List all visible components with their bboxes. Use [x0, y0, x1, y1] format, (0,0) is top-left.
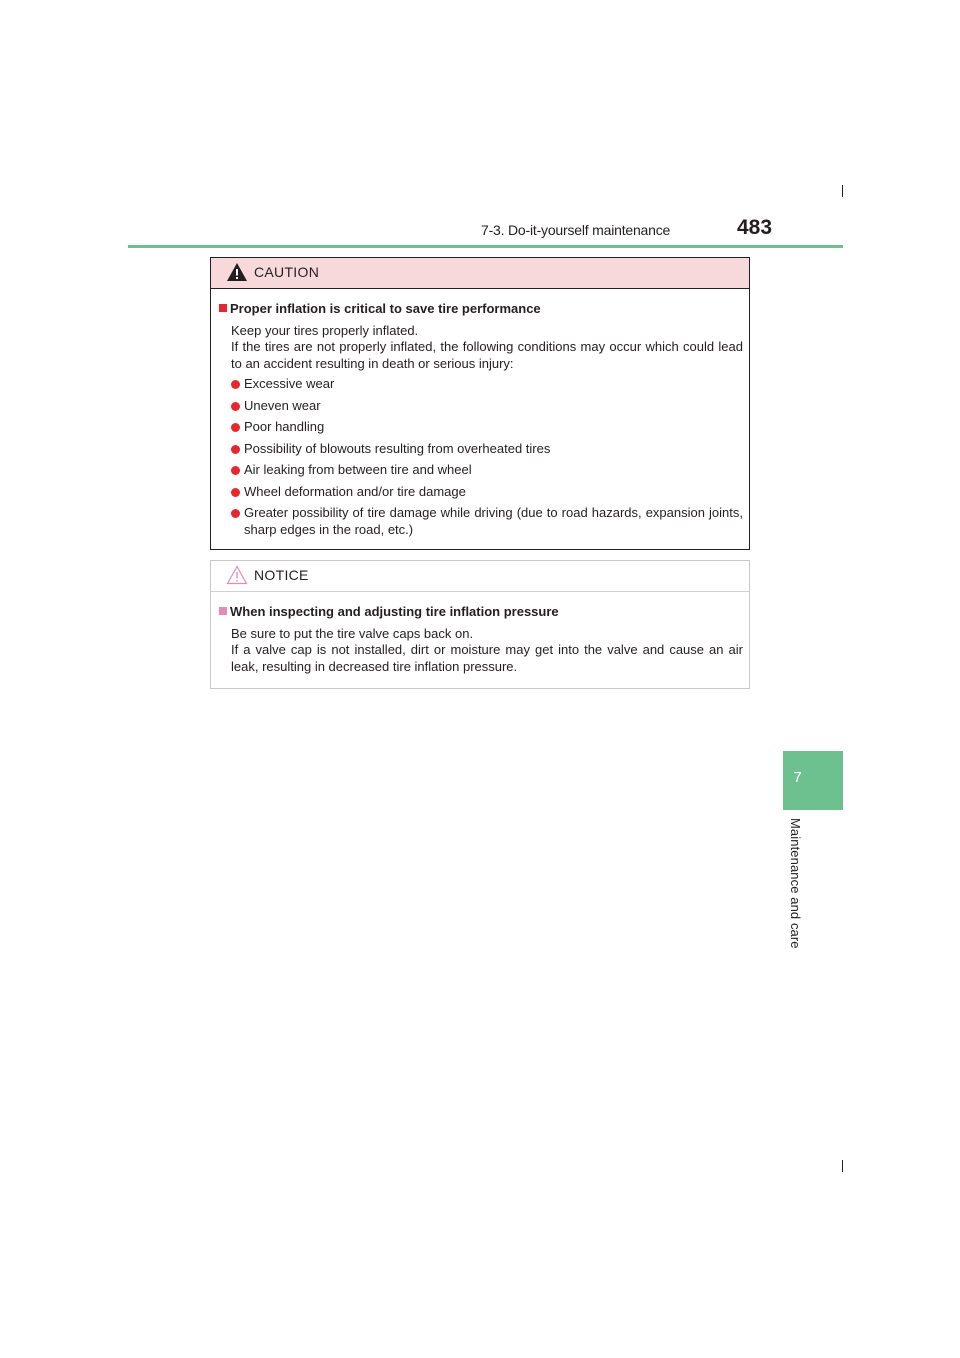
list-item: Wheel deformation and/or tire damage [231, 484, 743, 501]
notice-line: Be sure to put the tire valve caps back on. [231, 625, 474, 641]
crop-mark-bottom [842, 1160, 843, 1172]
square-bullet-icon [219, 607, 227, 615]
caution-heading: Proper inflation is critical to save tire performance [219, 301, 743, 318]
crop-mark-top [842, 185, 843, 197]
notice-header [211, 561, 749, 592]
caution-line: If the tires are not properly inflated, the following conditions may occur which could lead to an accident resulting in death or serious injury: [231, 339, 743, 371]
notice-heading: When inspecting and adjusting tire inflation pressure [219, 604, 743, 621]
caution-box [210, 257, 750, 550]
bullet-dot-icon [231, 488, 240, 497]
caution-title: CAUTION [254, 264, 320, 280]
section-title: 7-3. Do-it-yourself maintenance [481, 222, 671, 238]
chapter-number: 7 [793, 769, 802, 786]
warning-icon [226, 262, 248, 282]
list-item: Uneven wear [231, 398, 743, 415]
chapter-tab[interactable] [783, 751, 843, 810]
notice-box [210, 560, 750, 689]
bullet-dot-icon [231, 466, 240, 475]
list-item: Greater possibility of tire damage while driving (due to road hazards, expansion joints, sharp edges in the road, etc.) [231, 505, 743, 538]
notice-title: NOTICE [254, 567, 309, 583]
caution-line: Keep your tires properly inflated. [231, 322, 419, 338]
chapter-label: Maintenance and care [788, 818, 803, 949]
list-item: Possibility of blowouts resulting from overheated tires [231, 441, 743, 458]
caution-bullet-list [219, 376, 743, 538]
list-item: Air leaking from between tire and wheel [231, 462, 743, 479]
page-number: 483 [737, 216, 773, 239]
bullet-dot-icon [231, 445, 240, 454]
header-rule [128, 245, 843, 248]
notice-line: If a valve cap is not installed, dirt or moisture may get into the valve and cause an air leak, resulting in decreased tire inflation pressure. [231, 642, 743, 674]
square-bullet-icon [219, 304, 227, 312]
bullet-dot-icon [231, 380, 240, 389]
bullet-dot-icon [231, 423, 240, 432]
caution-body [219, 301, 743, 543]
list-item: Excessive wear [231, 376, 743, 393]
caution-header [211, 258, 749, 289]
notice-icon [226, 565, 248, 585]
list-item: Poor handling [231, 419, 743, 436]
bullet-dot-icon [231, 402, 240, 411]
notice-body [219, 604, 743, 675]
bullet-dot-icon [231, 509, 240, 518]
